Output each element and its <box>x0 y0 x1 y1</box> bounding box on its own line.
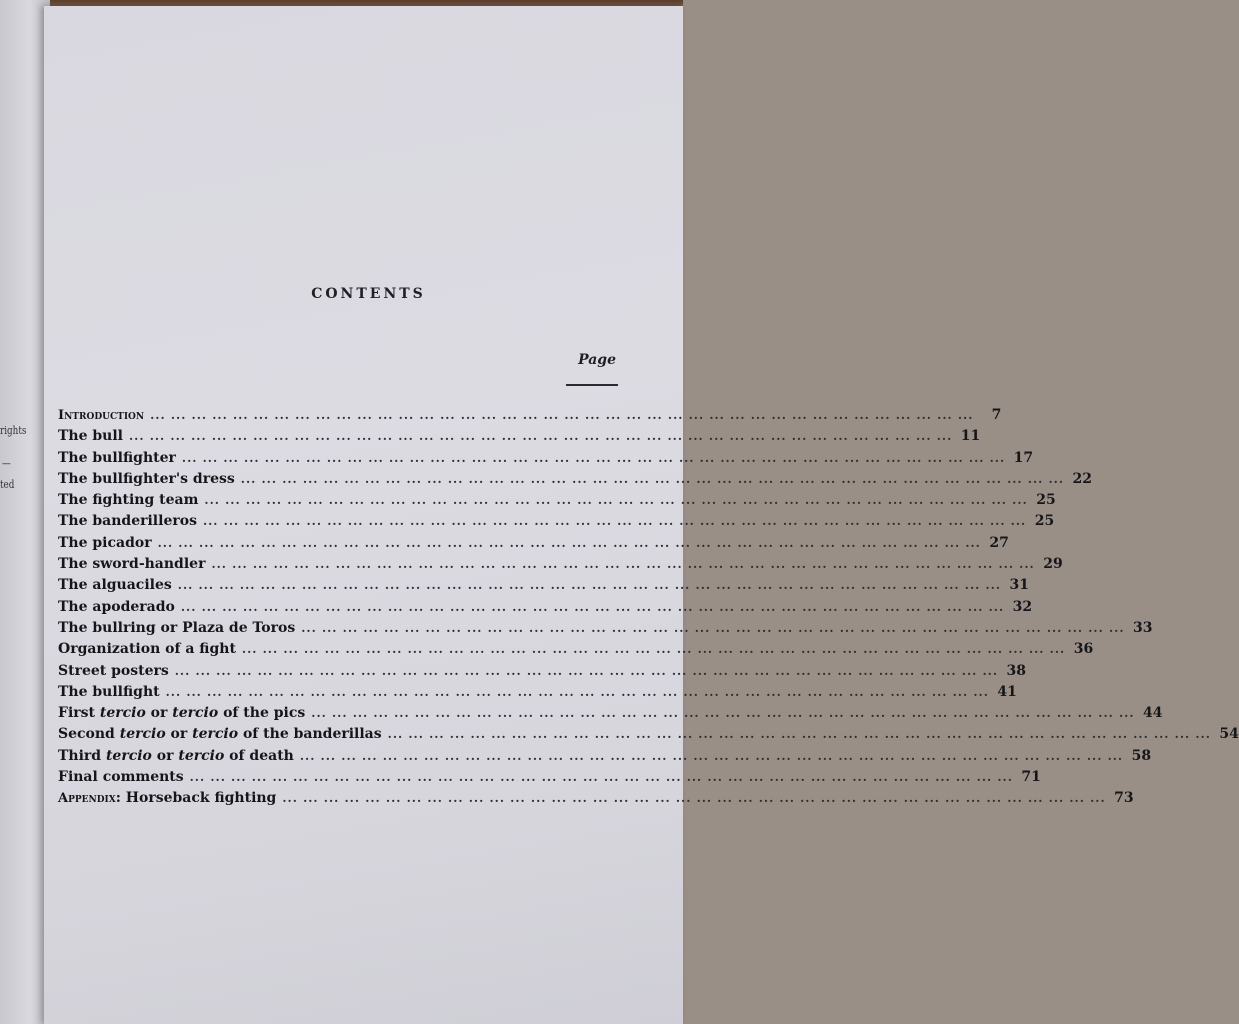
dot-leader: ... ... ... ... ... ... ... ... ... ... ... ... ... ... ... ... ... ... ... ... ... ... ... ... ... ... ... ... ... ... ... ... ... ... ... ... ... ... ... ... <box>177 578 1002 593</box>
toc-entry-label: : Horseback fighting <box>115 790 277 807</box>
facing-page-edge <box>0 0 50 1024</box>
toc-entry-label: The fighting team <box>58 492 199 509</box>
toc-page-number: 32 <box>1012 598 1033 615</box>
toc-entry-title <box>58 620 295 636</box>
toc-entry-title <box>58 663 169 679</box>
dot-leader: ... ... ... ... ... ... ... ... ... ... ... ... ... ... ... ... ... ... ... ... ... ... ... ... ... ... ... ... ... ... ... ... ... ... ... ... ... ... ... ... <box>299 748 1124 763</box>
toc-page-number: 25 <box>1034 513 1055 530</box>
toc-entry-title <box>58 599 175 615</box>
dot-leader: ... ... ... ... ... ... ... ... ... ... ... ... ... ... ... ... ... ... ... ... ... ... ... ... ... ... ... ... ... ... ... ... ... ... ... ... ... ... ... ... <box>202 514 1027 529</box>
toc-page-number: 58 <box>1131 747 1152 764</box>
toc-entry-title <box>58 471 235 487</box>
dot-leader: ... ... ... ... ... ... ... ... ... ... ... ... ... ... ... ... ... ... ... ... ... ... ... ... ... ... ... ... ... ... ... ... ... ... ... ... ... ... ... ... <box>241 642 1066 657</box>
toc-entry-title <box>58 726 382 742</box>
dot-leader: ... ... ... ... ... ... ... ... ... ... ... ... ... ... ... ... ... ... ... ... ... ... ... ... ... ... ... ... ... ... ... ... ... ... ... ... ... ... ... ... <box>204 493 1028 508</box>
toc-entry <box>58 577 1030 598</box>
toc-entry <box>58 662 1027 684</box>
toc-page-number: 41 <box>997 683 1017 700</box>
toc-entry-title <box>58 556 205 572</box>
toc-entry-title <box>58 769 184 785</box>
dot-leader: ... ... ... ... ... ... ... ... ... ... ... ... ... ... ... ... ... ... ... ... ... ... ... ... ... ... ... ... ... ... ... ... ... ... ... ... ... ... ... ... <box>128 429 953 444</box>
facing-page-rule: — <box>2 457 11 470</box>
page-title: CONTENTS <box>311 286 426 302</box>
toc-entry-title <box>58 513 197 529</box>
toc-entry <box>58 726 1239 747</box>
toc-entry <box>58 641 1094 662</box>
dot-leader: ... ... ... ... ... ... ... ... ... ... ... ... ... ... ... ... ... ... ... ... ... ... ... ... ... ... ... ... ... ... ... ... ... ... ... ... ... ... ... ... <box>157 535 981 550</box>
toc-entry-label: Second tercio or tercio of the banderillas <box>58 726 382 743</box>
toc-entry <box>58 428 981 449</box>
toc-entry <box>58 513 1055 534</box>
dot-leader: ... ... ... ... ... ... ... ... ... ... ... ... ... ... ... ... ... ... ... ... ... ... ... ... ... ... ... ... ... ... ... ... ... ... ... ... ... ... ... ... <box>311 706 1135 721</box>
toc-entry-title <box>58 408 144 423</box>
toc-entry-label: The picador <box>58 534 152 551</box>
toc-entry <box>58 470 1093 492</box>
toc-page-number: 73 <box>1114 790 1134 807</box>
toc-entry-label: The bull <box>58 428 123 445</box>
toc-entry-title <box>58 641 236 657</box>
toc-page-number: 33 <box>1133 619 1153 636</box>
toc-entry <box>58 449 1034 471</box>
toc-page-number: 11 <box>960 428 981 445</box>
toc-entry <box>58 705 1163 726</box>
toc-entry-label: The sword-handler <box>58 556 206 573</box>
dot-leader: ... ... ... ... ... ... ... ... ... ... ... ... ... ... ... ... ... ... ... ... ... ... ... ... ... ... ... ... ... ... ... ... ... ... ... ... ... ... ... ... <box>150 408 974 422</box>
toc-entry-label: The banderilleros <box>58 513 197 530</box>
toc-page-number: 17 <box>1013 449 1034 466</box>
dot-leader: ... ... ... ... ... ... ... ... ... ... ... ... ... ... ... ... ... ... ... ... ... ... ... ... ... ... ... ... ... ... ... ... ... ... ... ... ... ... ... ... <box>165 684 989 699</box>
dot-leader: ... ... ... ... ... ... ... ... ... ... ... ... ... ... ... ... ... ... ... ... ... ... ... ... ... ... ... ... ... ... ... ... ... ... ... ... ... ... ... ... <box>387 727 1211 742</box>
dot-leader: ... ... ... ... ... ... ... ... ... ... ... ... ... ... ... ... ... ... ... ... ... ... ... ... ... ... ... ... ... ... ... ... ... ... ... ... ... ... ... ... <box>180 599 1005 614</box>
toc-page-number: 29 <box>1043 556 1063 573</box>
toc-page-number: 36 <box>1073 641 1094 658</box>
toc-entry-label: Organization of a fight <box>58 641 236 658</box>
toc-page-number: 25 <box>1036 492 1056 509</box>
page-column-rule <box>566 384 618 386</box>
toc-entry-label: The bullfighter <box>58 449 176 466</box>
dot-leader: ... ... ... ... ... ... ... ... ... ... ... ... ... ... ... ... ... ... ... ... ... ... ... ... ... ... ... ... ... ... ... ... ... ... ... ... ... ... ... ... <box>301 620 1125 635</box>
toc-page-number: 44 <box>1143 705 1163 722</box>
toc-entry-title <box>58 705 305 721</box>
toc-entry-title <box>58 428 123 444</box>
toc-entry <box>58 492 1056 513</box>
toc-entry-label: The apoderado <box>58 598 175 615</box>
toc-entry <box>58 619 1153 641</box>
toc-entry-title <box>58 684 160 700</box>
toc-entry-title <box>58 577 172 593</box>
toc-entry <box>58 747 1152 769</box>
toc-entry-label: The alguaciles <box>58 577 172 594</box>
toc-entry <box>58 556 1063 577</box>
dot-leader: ... ... ... ... ... ... ... ... ... ... ... ... ... ... ... ... ... ... ... ... ... ... ... ... ... ... ... ... ... ... ... ... ... ... ... ... ... ... ... ... <box>181 450 1006 465</box>
dot-leader: ... ... ... ... ... ... ... ... ... ... ... ... ... ... ... ... ... ... ... ... ... ... ... ... ... ... ... ... ... ... ... ... ... ... ... ... ... ... ... ... <box>174 663 999 678</box>
toc-entry-label: First tercio or tercio of the pics <box>58 705 306 722</box>
toc-entry-label: Third tercio or tercio of death <box>58 747 294 764</box>
toc-entry-label: Street posters <box>58 662 169 679</box>
toc-entry-title <box>58 492 198 508</box>
toc-page-number: 71 <box>1021 769 1041 786</box>
toc-entry-prefix: Introduction <box>58 408 145 423</box>
toc-page-number: 27 <box>989 534 1009 551</box>
toc-entry-title <box>58 790 276 806</box>
contents-page <box>44 6 1239 1024</box>
facing-page-fragment: rights <box>0 424 27 437</box>
page-column-label: Page <box>578 352 616 368</box>
toc-entry <box>58 683 1017 705</box>
toc-entry-label: Final comments <box>58 769 184 786</box>
facing-page-fragment: ted <box>0 478 15 491</box>
dot-leader: ... ... ... ... ... ... ... ... ... ... ... ... ... ... ... ... ... ... ... ... ... ... ... ... ... ... ... ... ... ... ... ... ... ... ... ... ... ... ... ... <box>211 557 1035 572</box>
toc-page-number: 22 <box>1072 470 1093 487</box>
toc-page-number: 7 <box>991 407 1002 423</box>
toc-entry-label: The bullfighter's dress <box>58 470 235 487</box>
toc-page-number: 38 <box>1006 662 1027 679</box>
toc-entry-title <box>58 748 294 764</box>
toc-entry <box>58 790 1134 811</box>
toc-entry-title <box>58 450 176 466</box>
toc-page-number: 54 <box>1219 726 1239 743</box>
toc-entry <box>58 769 1041 790</box>
dot-leader: ... ... ... ... ... ... ... ... ... ... ... ... ... ... ... ... ... ... ... ... ... ... ... ... ... ... ... ... ... ... ... ... ... ... ... ... ... ... ... ... <box>189 770 1013 785</box>
dot-leader: ... ... ... ... ... ... ... ... ... ... ... ... ... ... ... ... ... ... ... ... ... ... ... ... ... ... ... ... ... ... ... ... ... ... ... ... ... ... ... ... <box>240 471 1065 486</box>
toc-entry-title <box>58 535 152 551</box>
toc-entry-prefix: Appendix <box>58 791 116 807</box>
toc-entry <box>58 598 1033 620</box>
toc-entry <box>58 534 1009 556</box>
toc-page-number: 31 <box>1009 577 1030 594</box>
toc-entry-label: The bullring or Plaza de Toros <box>58 619 296 636</box>
table-of-contents <box>58 407 1239 812</box>
toc-entry-label: The bullfight <box>58 683 160 700</box>
toc-entry <box>58 407 1002 428</box>
dot-leader: ... ... ... ... ... ... ... ... ... ... ... ... ... ... ... ... ... ... ... ... ... ... ... ... ... ... ... ... ... ... ... ... ... ... ... ... ... ... ... ... <box>282 791 1106 806</box>
